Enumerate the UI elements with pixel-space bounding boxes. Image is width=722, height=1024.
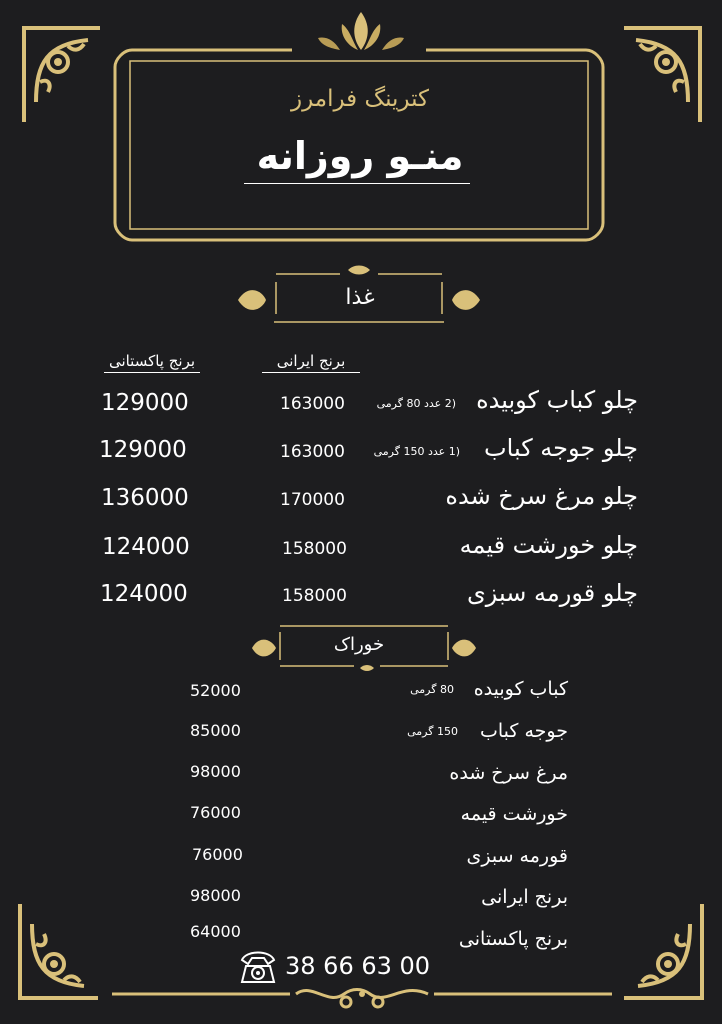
- dish-price: 76000: [190, 803, 241, 822]
- price-iranian: 163000: [280, 442, 345, 462]
- dish-item-name: برنج ایرانی: [481, 886, 568, 908]
- price-pakistani: 129000: [99, 437, 187, 463]
- price-pakistani: 129000: [101, 390, 189, 416]
- food-item-name: چلو خورشت قیمه: [459, 531, 638, 559]
- telephone-icon: [238, 948, 278, 984]
- company-name: کترینگ فرامرز: [290, 86, 429, 112]
- dish-item-name: جوجه کباب: [480, 720, 568, 742]
- price-iranian: 158000: [282, 586, 347, 606]
- dish-item-note: 150 گرمی: [407, 725, 458, 738]
- corner-ornament-bottom-right: [618, 900, 708, 1004]
- dish-section-heading: خوراک: [333, 634, 385, 655]
- phone-number[interactable]: 38 66 63 00: [285, 952, 431, 980]
- dish-item-name: کباب کوبیده: [473, 678, 568, 700]
- dish-price: 52000: [190, 681, 241, 700]
- food-item-name: چلو جوجه کباب: [484, 434, 638, 462]
- title-underline: [244, 183, 470, 184]
- corner-ornament-bottom-left: [14, 900, 104, 1004]
- dish-price: 76000: [192, 845, 243, 864]
- corner-ornament-top-right: [618, 22, 706, 126]
- dish-price: 64000: [190, 922, 241, 941]
- corner-ornament-top-left: [18, 22, 106, 126]
- food-item-name: چلو کباب کوبیده: [476, 386, 638, 414]
- column-header-pakistani: برنج پاکستانی: [104, 352, 200, 373]
- page-title: منـو روزانه: [256, 134, 464, 178]
- dish-price: 98000: [190, 762, 241, 781]
- dish-item-name: قورمه سبزی: [466, 845, 568, 867]
- price-iranian: 163000: [280, 394, 345, 414]
- dish-item-name: خورشت قیمه: [460, 803, 568, 825]
- dish-price: 98000: [190, 886, 241, 905]
- price-pakistani: 124000: [102, 534, 190, 560]
- food-item-name: چلو قورمه سبزی: [467, 579, 638, 607]
- price-iranian: 158000: [282, 539, 347, 559]
- food-item-note: (2 عدد 80 گرمی: [376, 397, 456, 410]
- price-pakistani: 136000: [101, 485, 189, 511]
- price-pakistani: 124000: [100, 581, 188, 607]
- dish-item-name: برنج پاکستانی: [458, 928, 568, 950]
- crown-ornament: [312, 10, 410, 52]
- food-item-name: چلو مرغ سرخ شده: [445, 482, 638, 510]
- dish-item-name: مرغ سرخ شده: [449, 762, 568, 784]
- price-iranian: 170000: [280, 490, 345, 510]
- column-header-iranian: برنج ایرانی: [262, 352, 360, 373]
- dish-price: 85000: [190, 721, 241, 740]
- bottom-flourish: [112, 982, 612, 1012]
- food-item-note: (1 عدد 150 گرمی: [373, 445, 460, 458]
- food-section-heading: غذا: [345, 285, 375, 310]
- dish-item-note: 80 گرمی: [410, 683, 454, 696]
